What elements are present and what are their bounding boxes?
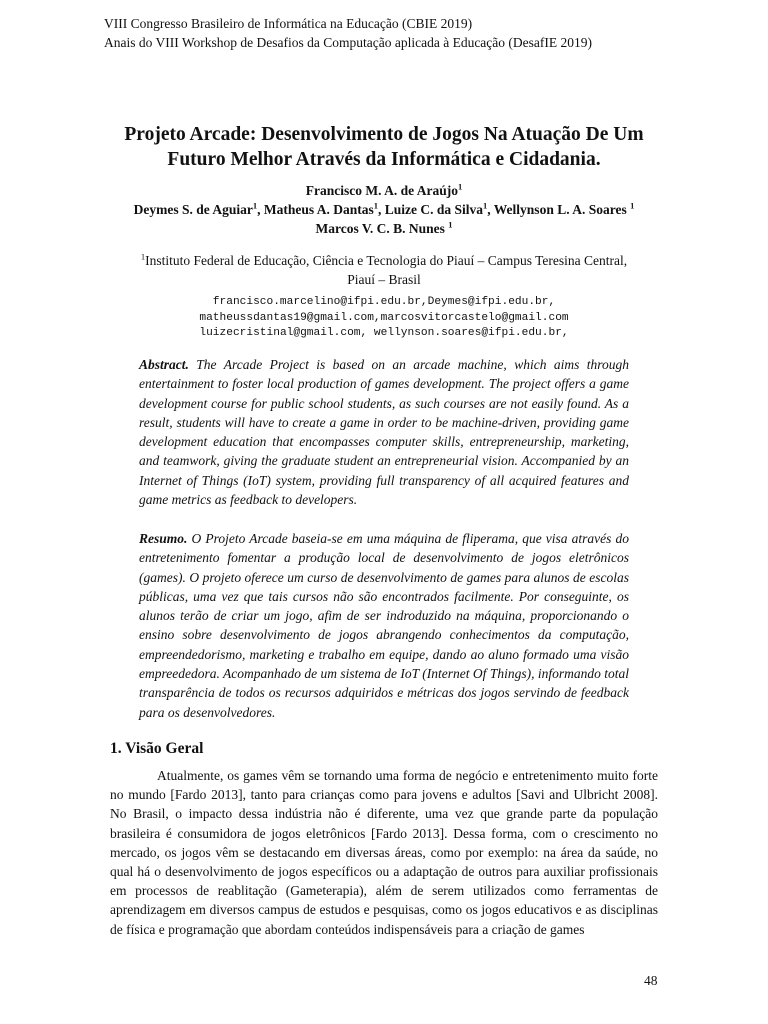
author-sup: 1 xyxy=(457,181,463,192)
section-heading: 1. Visão Geral xyxy=(110,740,204,757)
affiliation-line-2: Piauí – Brasil xyxy=(347,272,421,287)
header-line-1: VIII Congresso Brasileiro de Informática na Educação (CBIE 2019) xyxy=(104,16,473,31)
header-line-2: Anais do VIII Workshop de Desafios da Computação aplicada à Educação (DesafIE 2019) xyxy=(104,35,592,50)
affiliation-line-1 xyxy=(80,251,688,270)
resumo-text: O Projeto Arcade baseia-se em uma máquina de fliperama, que visa através do entretenimento fomentar a produção local de desenvolvimento de jogos eletrônicos (games). O projeto oferece um curso de desenvolvimento de games para alunos de escolas públicas, uma vez que tais cursos não são encontrados facilmente. Por conseguinte, os alunos terão de criar um jogo, afim de ser indroduzido na máquina, proporcionando o ensino sobre desenvolvimento de jogos abrangendo conhecimentos da computação, empreendedorismo, marketing e trabalho em equipe, dando ao aluno formado uma visão empreededora. Acompanhado de um sistema de IoT (Internet Of Things), informando total transparência de todos os recursos adquiridos e métricas dos jogos servindo de feedback para os desenvolvedores. xyxy=(139,531,630,720)
conference-header xyxy=(104,14,592,52)
author-name: Deymes S. de Aguiar xyxy=(133,202,253,217)
paper-title xyxy=(60,122,708,172)
author-name: , Matheus A. Dantas xyxy=(257,202,374,217)
author-sup: 1 xyxy=(630,200,635,211)
affiliation xyxy=(80,251,688,289)
abstract-english xyxy=(139,355,629,509)
author-sup: 1 xyxy=(483,200,488,211)
email-line-1: francisco.marcelino@ifpi.edu.br,Deymes@ifpi.edu.br, xyxy=(212,296,556,308)
page-number: 48 xyxy=(644,973,658,988)
author-name: Francisco M. A. de Araújo xyxy=(305,183,458,198)
author-sup: 1 xyxy=(252,200,258,211)
abstract-label: Abstract. xyxy=(139,357,189,372)
resumo-label: Resumo. xyxy=(139,531,188,546)
author-name: , Luize C. da Silva xyxy=(378,202,484,217)
author-sup: 1 xyxy=(448,219,453,230)
email-line-2: matheussdantas19@gmail.com,marcosvitorcastelo@gmail.com xyxy=(199,311,569,324)
author-sup: 1 xyxy=(373,200,379,211)
author-list xyxy=(60,181,708,238)
abstract-text: The Arcade Project is based on an arcade machine, which aims through entertainment to foster local production of games development. The project offers a game development course for public school students, as such courses are not easily found. As a result, students will have to create a game in order to be machine-driven, providing game development education that encompasses computer skills, entrepreneurship, marketing, and teamwork, giving the graduate student an entrepreneurial vision. Accompanied by an Internet of Things (IoT) system, providing full transparency of all acquired features and game metrics as feedback to developers. xyxy=(139,357,630,508)
email-line-3: luizecristinal@gmail.com, wellynson.soares@ifpi.edu.br, xyxy=(199,327,569,339)
author-line-3 xyxy=(60,219,708,238)
title-line-2: Futuro Melhor Através da Informática e Cidadania. xyxy=(167,149,601,170)
author-line-2 xyxy=(60,200,708,219)
affiliation-text: Instituto Federal de Educação, Ciência e Tecnologia do Piauí – Campus Teresina Central, xyxy=(145,253,628,268)
author-name: , Wellynson L. A. Soares xyxy=(487,202,627,217)
section-body-paragraph: Atualmente, os games vêm se tornando uma forma de negócio e entretenimento muito forte no mundo [Fardo 2013], tanto para crianças como para jovens e adultos [Savi and Ulbricht 2008]. No Brasil, o impacto dessa indústria não é diferente, uma vez que grande parte da população brasileira é consumidora de jogos eletrônicos [Fardo 2013]. Dessa forma, com o crescimento no mercado, os jogos vêm se destacando em diversas áreas, como por exemplo: na área da saúde, no qual há o desenvolvimento de jogos específicos ou a adaptação de outros para auxiliar profissionais em processos de reablitação (Gameterapia), além de serem utilizados como ferramentas de aprendizagem em diversos campus de estudos e pesquisas, como os jogos educativos e as disciplinas de física e programação que abordam conteúdos indispensáveis para a criação de games xyxy=(110,768,658,937)
abstract-portuguese xyxy=(139,529,629,722)
email-list xyxy=(60,295,708,342)
author-line-1 xyxy=(60,181,708,200)
title-line-1: Projeto Arcade: Desenvolvimento de Jogos Na Atuação De Um xyxy=(124,124,644,145)
affiliation-sup: 1 xyxy=(140,251,146,262)
author-name: Marcos V. C. B. Nunes xyxy=(315,221,445,236)
